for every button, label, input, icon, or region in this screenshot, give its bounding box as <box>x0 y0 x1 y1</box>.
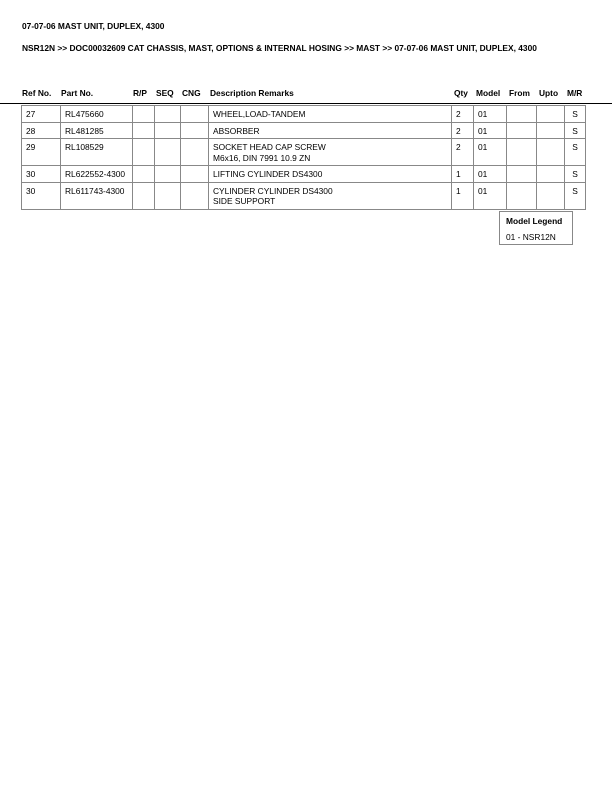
rp-cell <box>133 139 155 166</box>
ref-no-cell: 29 <box>22 139 61 166</box>
model-cell: 01 <box>474 106 507 123</box>
from-cell <box>507 166 537 183</box>
ref-no-cell: 28 <box>22 122 61 139</box>
description-line: WHEEL,LOAD-TANDEM <box>213 109 306 119</box>
mr-cell: S <box>565 182 586 209</box>
header-part-no: Part No. <box>61 88 94 98</box>
from-cell <box>507 106 537 123</box>
description-line: M6x16, DIN 7991 10.9 ZN <box>213 152 311 163</box>
model-legend <box>499 211 573 245</box>
from-cell <box>507 139 537 166</box>
qty-cell: 1 <box>452 166 474 183</box>
header-description: Description Remarks <box>210 88 294 98</box>
upto-cell <box>537 182 565 209</box>
ref-no-cell: 30 <box>22 166 61 183</box>
header-model: Model <box>476 88 501 98</box>
table-row <box>22 122 586 139</box>
mr-cell: S <box>565 166 586 183</box>
rp-cell <box>133 182 155 209</box>
parts-table <box>21 105 586 210</box>
qty-cell: 1 <box>452 182 474 209</box>
rp-cell <box>133 166 155 183</box>
from-cell <box>507 182 537 209</box>
upto-cell <box>537 166 565 183</box>
header-qty: Qty <box>454 88 468 98</box>
cng-cell <box>181 106 209 123</box>
table-row <box>22 182 586 209</box>
ref-no-cell: 30 <box>22 182 61 209</box>
cng-cell <box>181 139 209 166</box>
cng-cell <box>181 122 209 139</box>
qty-cell: 2 <box>452 106 474 123</box>
upto-cell <box>537 106 565 123</box>
header-from: From <box>509 88 530 98</box>
cng-cell <box>181 182 209 209</box>
rp-cell <box>133 106 155 123</box>
part-no-cell: RL475660 <box>61 106 133 123</box>
header-upto: Upto <box>539 88 559 98</box>
seq-cell <box>155 182 181 209</box>
from-cell <box>507 122 537 139</box>
description-cell <box>209 182 452 209</box>
table-row <box>22 166 586 183</box>
part-no-cell: RL622552-4300 <box>61 166 133 183</box>
description-cell <box>209 166 452 183</box>
seq-cell <box>155 122 181 139</box>
header-rp: R/P <box>133 88 147 98</box>
header-seq: SEQ <box>156 88 174 98</box>
mr-cell: S <box>565 122 586 139</box>
upto-cell <box>537 122 565 139</box>
mr-cell: S <box>565 139 586 166</box>
breadcrumb: NSR12N >> DOC00032609 CAT CHASSIS, MAST, OPTIONS & INTERNAL HOSING >> MAST >> 07-07-06 MAST UNIT, DUPLEX, 4300 <box>22 43 537 53</box>
table-row <box>22 139 586 166</box>
model-cell: 01 <box>474 139 507 166</box>
qty-cell: 2 <box>452 139 474 166</box>
part-no-cell: RL108529 <box>61 139 133 166</box>
description-line: SIDE SUPPORT <box>213 196 276 206</box>
part-no-cell: RL481285 <box>61 122 133 139</box>
header-cng: CNG <box>182 88 201 98</box>
description-line: SOCKET HEAD CAP SCREW <box>213 142 326 152</box>
ref-no-cell: 27 <box>22 106 61 123</box>
rp-cell <box>133 122 155 139</box>
description-line: CYLINDER CYLINDER DS4300 <box>213 185 333 196</box>
upto-cell <box>537 139 565 166</box>
header-mr: M/R <box>567 88 583 98</box>
header-ref-no: Ref No. <box>22 88 52 98</box>
table-row <box>22 106 586 123</box>
model-legend-title: Model Legend <box>506 216 563 226</box>
description-line: LIFTING CYLINDER DS4300 <box>213 169 323 179</box>
seq-cell <box>155 106 181 123</box>
model-cell: 01 <box>474 182 507 209</box>
description-cell <box>209 122 452 139</box>
description-line: ABSORBER <box>213 125 260 136</box>
description-cell <box>209 106 452 123</box>
model-cell: 01 <box>474 122 507 139</box>
model-legend-item: 01 - NSR12N <box>506 232 556 242</box>
qty-cell: 2 <box>452 122 474 139</box>
page-title: 07-07-06 MAST UNIT, DUPLEX, 4300 <box>22 21 165 31</box>
description-cell <box>209 139 452 166</box>
part-no-cell: RL611743-4300 <box>61 182 133 209</box>
model-cell: 01 <box>474 166 507 183</box>
seq-cell <box>155 166 181 183</box>
mr-cell: S <box>565 106 586 123</box>
table-header <box>0 83 612 104</box>
cng-cell <box>181 166 209 183</box>
seq-cell <box>155 139 181 166</box>
